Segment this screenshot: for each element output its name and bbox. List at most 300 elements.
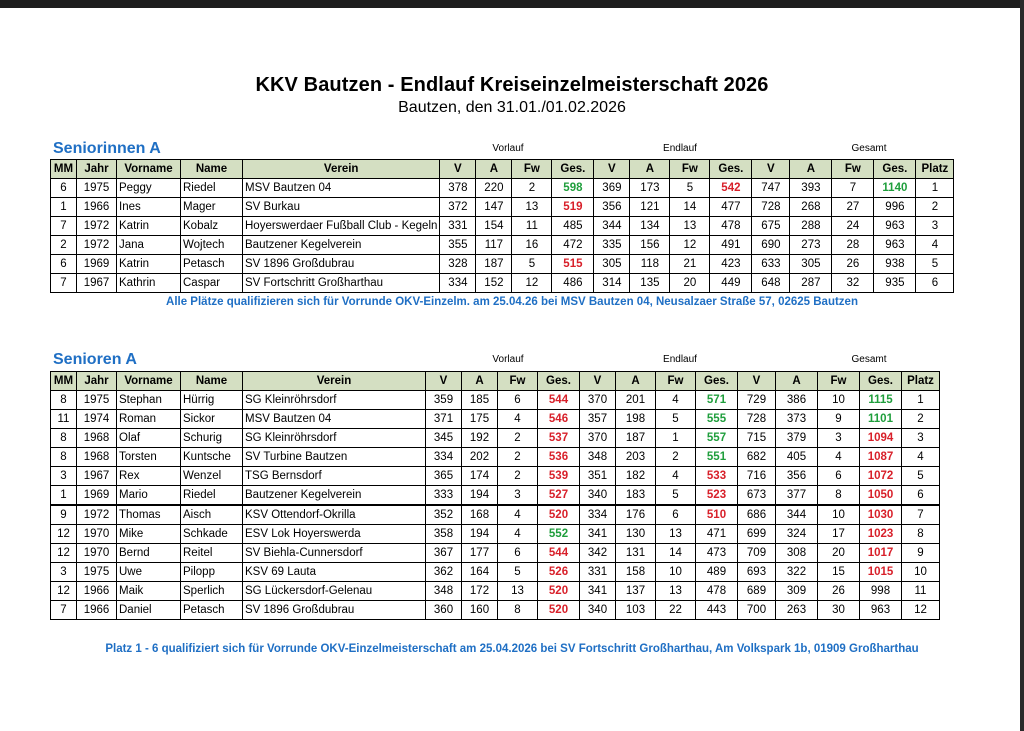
cell-endlauf-a: 201 xyxy=(616,391,656,410)
cell-endlauf-fw: 13 xyxy=(670,217,710,236)
cell-vorlauf-ges: 485 xyxy=(552,217,594,236)
cell-endlauf-v: 370 xyxy=(580,391,616,410)
cell-platz: 4 xyxy=(902,448,940,467)
cell-endlauf-ges: 510 xyxy=(696,505,738,525)
cell-platz: 3 xyxy=(902,429,940,448)
cell-vorlauf-v: 371 xyxy=(426,410,462,429)
cell-endlauf-ges: 533 xyxy=(696,467,738,486)
cell-endlauf-v: 335 xyxy=(594,236,630,255)
cell-name: Wenzel xyxy=(181,467,243,486)
cell-vorlauf-fw: 12 xyxy=(512,274,552,293)
cell-gesamt-a: 309 xyxy=(776,582,818,601)
table-row xyxy=(51,255,954,274)
column-header-vorlauf-ges: Ges. xyxy=(552,160,594,179)
cell-endlauf-ges: 478 xyxy=(710,217,752,236)
cell-endlauf-a: 173 xyxy=(630,179,670,198)
cell-verein: SG Lückersdorf-Gelenau xyxy=(243,582,426,601)
table-row xyxy=(51,601,940,620)
table-row xyxy=(51,410,940,429)
cell-mm: 8 xyxy=(51,448,77,467)
cell-jahr: 1967 xyxy=(77,467,117,486)
cell-endlauf-v: 341 xyxy=(580,582,616,601)
cell-endlauf-v: 331 xyxy=(580,563,616,582)
cell-gesamt-fw: 17 xyxy=(818,525,860,544)
section-title-senioren: Senioren A xyxy=(53,351,137,368)
cell-jahr: 1972 xyxy=(77,236,117,255)
cell-vorlauf-fw: 2 xyxy=(498,429,538,448)
cell-verein: SV 1896 Großdubrau xyxy=(243,601,426,620)
cell-endlauf-v: 342 xyxy=(580,544,616,563)
cell-verein: MSV Bautzen 04 xyxy=(243,179,440,198)
cell-name: Sperlich xyxy=(181,582,243,601)
cell-endlauf-ges: 571 xyxy=(696,391,738,410)
cell-platz: 1 xyxy=(916,179,954,198)
cell-gesamt-fw: 30 xyxy=(818,601,860,620)
cell-endlauf-v: 340 xyxy=(580,601,616,620)
cell-platz: 9 xyxy=(902,544,940,563)
column-header-vorlauf-a: A xyxy=(462,372,498,391)
cell-gesamt-ges: 1050 xyxy=(860,486,902,506)
cell-mm: 7 xyxy=(51,274,77,293)
cell-gesamt-fw: 4 xyxy=(818,448,860,467)
cell-vorname: Kathrin xyxy=(117,274,181,293)
cell-name: Riedel xyxy=(181,486,243,506)
group-label-vorlauf: Vorlauf xyxy=(492,143,524,154)
cell-jahr: 1974 xyxy=(77,410,117,429)
cell-vorlauf-fw: 6 xyxy=(498,544,538,563)
cell-platz: 2 xyxy=(902,410,940,429)
cell-vorname: Ines xyxy=(117,198,181,217)
cell-endlauf-fw: 21 xyxy=(670,255,710,274)
cell-vorlauf-v: 334 xyxy=(440,274,476,293)
cell-gesamt-v: 729 xyxy=(738,391,776,410)
cell-vorlauf-a: 202 xyxy=(462,448,498,467)
column-header-gesamt-v: V xyxy=(738,372,776,391)
cell-jahr: 1975 xyxy=(77,391,117,410)
cell-gesamt-ges: 963 xyxy=(860,601,902,620)
cell-jahr: 1969 xyxy=(77,486,117,506)
cell-mm: 2 xyxy=(51,236,77,255)
column-header-endlauf-ges: Ges. xyxy=(710,160,752,179)
table-row xyxy=(51,391,940,410)
column-header-verein: Verein xyxy=(243,372,426,391)
cell-vorlauf-fw: 2 xyxy=(498,467,538,486)
cell-gesamt-ges: 963 xyxy=(874,217,916,236)
cell-gesamt-ges: 935 xyxy=(874,274,916,293)
cell-platz: 12 xyxy=(902,601,940,620)
cell-vorlauf-v: 334 xyxy=(426,448,462,467)
cell-platz: 2 xyxy=(916,198,954,217)
cell-jahr: 1966 xyxy=(77,601,117,620)
cell-gesamt-fw: 6 xyxy=(818,467,860,486)
cell-verein: SG Kleinröhrsdorf xyxy=(243,429,426,448)
cell-gesamt-a: 405 xyxy=(776,448,818,467)
cell-gesamt-v: 728 xyxy=(752,198,790,217)
cell-gesamt-v: 709 xyxy=(738,544,776,563)
cell-gesamt-v: 690 xyxy=(752,236,790,255)
cell-mm: 11 xyxy=(51,410,77,429)
cell-endlauf-ges: 557 xyxy=(696,429,738,448)
cell-gesamt-a: 373 xyxy=(776,410,818,429)
cell-gesamt-ges: 1087 xyxy=(860,448,902,467)
qualification-note-seniorinnen: Alle Plätze qualifizieren sich für Vorrunde OKV-Einzelm. am 25.04.26 bei MSV Bautzen 04, Neusalzaer Straße 57, 02625 Bautzen xyxy=(166,296,858,308)
cell-vorlauf-a: 172 xyxy=(462,582,498,601)
cell-verein: SG Kleinröhrsdorf xyxy=(243,391,426,410)
cell-name: Sickor xyxy=(181,410,243,429)
cell-mm: 8 xyxy=(51,391,77,410)
column-header-platz: Platz xyxy=(916,160,954,179)
cell-verein: Bautzener Kegelverein xyxy=(243,486,426,506)
cell-gesamt-fw: 3 xyxy=(818,429,860,448)
column-header-vorlauf-fw: Fw xyxy=(512,160,552,179)
cell-name: Wojtech xyxy=(181,236,243,255)
cell-vorlauf-v: 331 xyxy=(440,217,476,236)
table-row xyxy=(51,429,940,448)
cell-endlauf-a: 118 xyxy=(630,255,670,274)
column-header-gesamt-ges: Ges. xyxy=(860,372,902,391)
cell-mm: 12 xyxy=(51,582,77,601)
cell-endlauf-ges: 555 xyxy=(696,410,738,429)
column-header-vorname: Vorname xyxy=(117,372,181,391)
top-border xyxy=(0,0,1024,8)
column-header-vorlauf-a: A xyxy=(476,160,512,179)
cell-name: Schkade xyxy=(181,525,243,544)
cell-jahr: 1975 xyxy=(77,563,117,582)
cell-vorname: Katrin xyxy=(117,255,181,274)
cell-gesamt-fw: 8 xyxy=(818,486,860,506)
cell-vorlauf-v: 348 xyxy=(426,582,462,601)
cell-platz: 5 xyxy=(902,467,940,486)
cell-vorname: Jana xyxy=(117,236,181,255)
cell-vorlauf-fw: 6 xyxy=(498,391,538,410)
cell-endlauf-ges: 449 xyxy=(710,274,752,293)
cell-endlauf-a: 137 xyxy=(616,582,656,601)
cell-jahr: 1969 xyxy=(77,255,117,274)
cell-endlauf-ges: 471 xyxy=(696,525,738,544)
cell-vorname: Mario xyxy=(117,486,181,506)
column-header-vorlauf-v: V xyxy=(426,372,462,391)
cell-endlauf-v: 348 xyxy=(580,448,616,467)
cell-name: Kobalz xyxy=(181,217,243,236)
cell-endlauf-ges: 473 xyxy=(696,544,738,563)
table-row xyxy=(51,467,940,486)
cell-endlauf-fw: 2 xyxy=(656,448,696,467)
cell-endlauf-a: 158 xyxy=(616,563,656,582)
cell-vorlauf-a: 177 xyxy=(462,544,498,563)
cell-endlauf-v: 369 xyxy=(594,179,630,198)
cell-vorlauf-ges: 544 xyxy=(538,391,580,410)
cell-vorlauf-fw: 2 xyxy=(498,448,538,467)
cell-gesamt-fw: 15 xyxy=(818,563,860,582)
cell-verein: KSV 69 Lauta xyxy=(243,563,426,582)
column-header-gesamt-v: V xyxy=(752,160,790,179)
cell-verein: SV Biehla-Cunnersdorf xyxy=(243,544,426,563)
cell-endlauf-fw: 4 xyxy=(656,467,696,486)
cell-gesamt-a: 377 xyxy=(776,486,818,506)
cell-vorlauf-fw: 4 xyxy=(498,505,538,525)
cell-endlauf-a: 134 xyxy=(630,217,670,236)
column-header-endlauf-fw: Fw xyxy=(656,372,696,391)
column-header-name: Name xyxy=(181,372,243,391)
cell-mm: 1 xyxy=(51,486,77,506)
cell-endlauf-ges: 551 xyxy=(696,448,738,467)
cell-vorlauf-a: 192 xyxy=(462,429,498,448)
cell-endlauf-fw: 20 xyxy=(670,274,710,293)
cell-vorlauf-a: 175 xyxy=(462,410,498,429)
cell-gesamt-a: 308 xyxy=(776,544,818,563)
cell-platz: 3 xyxy=(916,217,954,236)
cell-platz: 6 xyxy=(902,486,940,506)
cell-gesamt-fw: 7 xyxy=(832,179,874,198)
cell-vorlauf-fw: 5 xyxy=(498,563,538,582)
cell-endlauf-fw: 12 xyxy=(670,236,710,255)
column-header-mm: MM xyxy=(51,372,77,391)
table-header-row xyxy=(51,160,954,179)
cell-vorlauf-a: 164 xyxy=(462,563,498,582)
cell-gesamt-a: 287 xyxy=(790,274,832,293)
cell-gesamt-fw: 26 xyxy=(818,582,860,601)
cell-name: Caspar xyxy=(181,274,243,293)
cell-vorlauf-v: 365 xyxy=(426,467,462,486)
table-row xyxy=(51,486,940,506)
cell-gesamt-v: 689 xyxy=(738,582,776,601)
cell-endlauf-fw: 22 xyxy=(656,601,696,620)
column-header-vorlauf-ges: Ges. xyxy=(538,372,580,391)
cell-gesamt-ges: 1023 xyxy=(860,525,902,544)
cell-endlauf-ges: 423 xyxy=(710,255,752,274)
column-header-gesamt-fw: Fw xyxy=(818,372,860,391)
cell-vorlauf-a: 160 xyxy=(462,601,498,620)
cell-vorname: Maik xyxy=(117,582,181,601)
cell-vorlauf-v: 359 xyxy=(426,391,462,410)
column-header-gesamt-ges: Ges. xyxy=(874,160,916,179)
cell-vorlauf-a: 194 xyxy=(462,525,498,544)
cell-endlauf-fw: 5 xyxy=(656,486,696,506)
cell-gesamt-v: 675 xyxy=(752,217,790,236)
cell-platz: 5 xyxy=(916,255,954,274)
cell-vorlauf-ges: 546 xyxy=(538,410,580,429)
cell-mm: 3 xyxy=(51,467,77,486)
group-label-endlauf: Endlauf xyxy=(663,143,697,154)
column-header-jahr: Jahr xyxy=(77,160,117,179)
cell-jahr: 1972 xyxy=(77,217,117,236)
cell-endlauf-v: 340 xyxy=(580,486,616,506)
cell-gesamt-fw: 27 xyxy=(832,198,874,217)
page-subtitle: Bautzen, den 31.01./01.02.2026 xyxy=(398,99,626,116)
cell-vorlauf-a: 152 xyxy=(476,274,512,293)
cell-vorlauf-a: 168 xyxy=(462,505,498,525)
cell-verein: Bautzener Kegelverein xyxy=(243,236,440,255)
group-label-endlauf: Endlauf xyxy=(663,354,697,365)
cell-endlauf-v: 305 xyxy=(594,255,630,274)
table-row xyxy=(51,198,954,217)
cell-endlauf-a: 131 xyxy=(616,544,656,563)
column-header-platz: Platz xyxy=(902,372,940,391)
column-header-name: Name xyxy=(181,160,243,179)
cell-vorlauf-ges: 520 xyxy=(538,505,580,525)
cell-gesamt-ges: 1072 xyxy=(860,467,902,486)
cell-gesamt-a: 356 xyxy=(776,467,818,486)
cell-gesamt-a: 379 xyxy=(776,429,818,448)
cell-vorname: Torsten xyxy=(117,448,181,467)
cell-gesamt-a: 263 xyxy=(776,601,818,620)
cell-name: Reitel xyxy=(181,544,243,563)
cell-gesamt-ges: 1140 xyxy=(874,179,916,198)
cell-jahr: 1968 xyxy=(77,429,117,448)
group-label-vorlauf: Vorlauf xyxy=(492,354,524,365)
column-header-vorname: Vorname xyxy=(117,160,181,179)
column-header-endlauf-v: V xyxy=(594,160,630,179)
table-row xyxy=(51,448,940,467)
cell-gesamt-v: 716 xyxy=(738,467,776,486)
cell-vorname: Roman xyxy=(117,410,181,429)
cell-endlauf-a: 176 xyxy=(616,505,656,525)
cell-vorlauf-ges: 539 xyxy=(538,467,580,486)
cell-jahr: 1970 xyxy=(77,544,117,563)
cell-vorname: Daniel xyxy=(117,601,181,620)
cell-endlauf-v: 344 xyxy=(594,217,630,236)
cell-jahr: 1966 xyxy=(77,582,117,601)
cell-endlauf-a: 198 xyxy=(616,410,656,429)
cell-gesamt-v: 728 xyxy=(738,410,776,429)
cell-name: Mager xyxy=(181,198,243,217)
cell-vorlauf-ges: 526 xyxy=(538,563,580,582)
cell-vorlauf-a: 220 xyxy=(476,179,512,198)
cell-vorlauf-ges: 519 xyxy=(552,198,594,217)
cell-vorlauf-fw: 13 xyxy=(512,198,552,217)
cell-vorlauf-a: 174 xyxy=(462,467,498,486)
cell-vorname: Rex xyxy=(117,467,181,486)
cell-gesamt-a: 324 xyxy=(776,525,818,544)
cell-vorname: Thomas xyxy=(117,505,181,525)
cell-vorlauf-ges: 598 xyxy=(552,179,594,198)
results-table-senioren xyxy=(50,371,940,620)
cell-gesamt-a: 305 xyxy=(790,255,832,274)
cell-endlauf-a: 130 xyxy=(616,525,656,544)
cell-verein: SV Burkau xyxy=(243,198,440,217)
table-row xyxy=(51,525,940,544)
table-header-row xyxy=(51,372,940,391)
cell-name: Petasch xyxy=(181,255,243,274)
cell-vorlauf-ges: 527 xyxy=(538,486,580,506)
cell-gesamt-ges: 996 xyxy=(874,198,916,217)
cell-vorname: Olaf xyxy=(117,429,181,448)
cell-gesamt-ges: 938 xyxy=(874,255,916,274)
cell-vorlauf-v: 352 xyxy=(426,505,462,525)
column-header-vorlauf-fw: Fw xyxy=(498,372,538,391)
cell-name: Kuntsche xyxy=(181,448,243,467)
cell-endlauf-fw: 1 xyxy=(656,429,696,448)
column-header-gesamt-fw: Fw xyxy=(832,160,874,179)
group-label-gesamt: Gesamt xyxy=(851,143,887,154)
table-row xyxy=(51,563,940,582)
cell-vorlauf-fw: 4 xyxy=(498,410,538,429)
cell-vorlauf-a: 194 xyxy=(462,486,498,506)
cell-vorlauf-v: 372 xyxy=(440,198,476,217)
cell-gesamt-v: 693 xyxy=(738,563,776,582)
cell-endlauf-fw: 10 xyxy=(656,563,696,582)
cell-gesamt-fw: 10 xyxy=(818,391,860,410)
cell-vorlauf-fw: 8 xyxy=(498,601,538,620)
qualification-note-senioren: Platz 1 - 6 qualifiziert sich für Vorrunde OKV-Einzelmeisterschaft am 25.04.2026 bei SV Fortschritt Großharthau, Am Volkspark 1b, 01909 Großharthau xyxy=(105,643,919,655)
cell-endlauf-a: 103 xyxy=(616,601,656,620)
cell-name: Petasch xyxy=(181,601,243,620)
cell-vorlauf-ges: 515 xyxy=(552,255,594,274)
cell-vorlauf-ges: 520 xyxy=(538,601,580,620)
cell-vorlauf-fw: 13 xyxy=(498,582,538,601)
column-header-mm: MM xyxy=(51,160,77,179)
cell-endlauf-ges: 477 xyxy=(710,198,752,217)
cell-verein: KSV Ottendorf-Okrilla xyxy=(243,505,426,525)
cell-vorlauf-v: 333 xyxy=(426,486,462,506)
cell-endlauf-a: 187 xyxy=(616,429,656,448)
column-header-endlauf-fw: Fw xyxy=(670,160,710,179)
cell-vorlauf-v: 367 xyxy=(426,544,462,563)
cell-vorlauf-ges: 544 xyxy=(538,544,580,563)
column-header-endlauf-a: A xyxy=(630,160,670,179)
cell-endlauf-v: 357 xyxy=(580,410,616,429)
cell-name: Aisch xyxy=(181,505,243,525)
cell-gesamt-ges: 963 xyxy=(874,236,916,255)
cell-jahr: 1966 xyxy=(77,198,117,217)
cell-verein: ESV Lok Hoyerswerda xyxy=(243,525,426,544)
cell-endlauf-v: 356 xyxy=(594,198,630,217)
cell-vorlauf-fw: 3 xyxy=(498,486,538,506)
cell-jahr: 1967 xyxy=(77,274,117,293)
column-header-vorlauf-v: V xyxy=(440,160,476,179)
cell-gesamt-ges: 998 xyxy=(860,582,902,601)
cell-jahr: 1975 xyxy=(77,179,117,198)
cell-platz: 8 xyxy=(902,525,940,544)
cell-verein: TSG Bernsdorf xyxy=(243,467,426,486)
cell-endlauf-v: 341 xyxy=(580,525,616,544)
cell-gesamt-ges: 1030 xyxy=(860,505,902,525)
cell-endlauf-ges: 478 xyxy=(696,582,738,601)
cell-gesamt-v: 682 xyxy=(738,448,776,467)
results-table-seniorinnen xyxy=(50,159,954,293)
cell-name: Hürrig xyxy=(181,391,243,410)
cell-gesamt-a: 273 xyxy=(790,236,832,255)
cell-vorlauf-v: 358 xyxy=(426,525,462,544)
cell-vorlauf-ges: 552 xyxy=(538,525,580,544)
cell-vorlauf-a: 185 xyxy=(462,391,498,410)
column-header-gesamt-a: A xyxy=(776,372,818,391)
cell-vorname: Stephan xyxy=(117,391,181,410)
cell-endlauf-a: 183 xyxy=(616,486,656,506)
cell-name: Riedel xyxy=(181,179,243,198)
cell-gesamt-ges: 1094 xyxy=(860,429,902,448)
cell-vorlauf-fw: 16 xyxy=(512,236,552,255)
cell-mm: 1 xyxy=(51,198,77,217)
cell-mm: 6 xyxy=(51,255,77,274)
cell-mm: 9 xyxy=(51,505,77,525)
cell-gesamt-a: 393 xyxy=(790,179,832,198)
cell-vorlauf-v: 362 xyxy=(426,563,462,582)
cell-endlauf-ges: 491 xyxy=(710,236,752,255)
cell-mm: 7 xyxy=(51,601,77,620)
cell-vorlauf-v: 345 xyxy=(426,429,462,448)
column-header-endlauf-v: V xyxy=(580,372,616,391)
cell-platz: 11 xyxy=(902,582,940,601)
cell-vorlauf-a: 117 xyxy=(476,236,512,255)
table-row xyxy=(51,274,954,293)
cell-endlauf-a: 156 xyxy=(630,236,670,255)
table-row xyxy=(51,236,954,255)
cell-endlauf-fw: 13 xyxy=(656,525,696,544)
cell-endlauf-v: 334 xyxy=(580,505,616,525)
cell-endlauf-fw: 4 xyxy=(656,391,696,410)
table-row xyxy=(51,217,954,236)
